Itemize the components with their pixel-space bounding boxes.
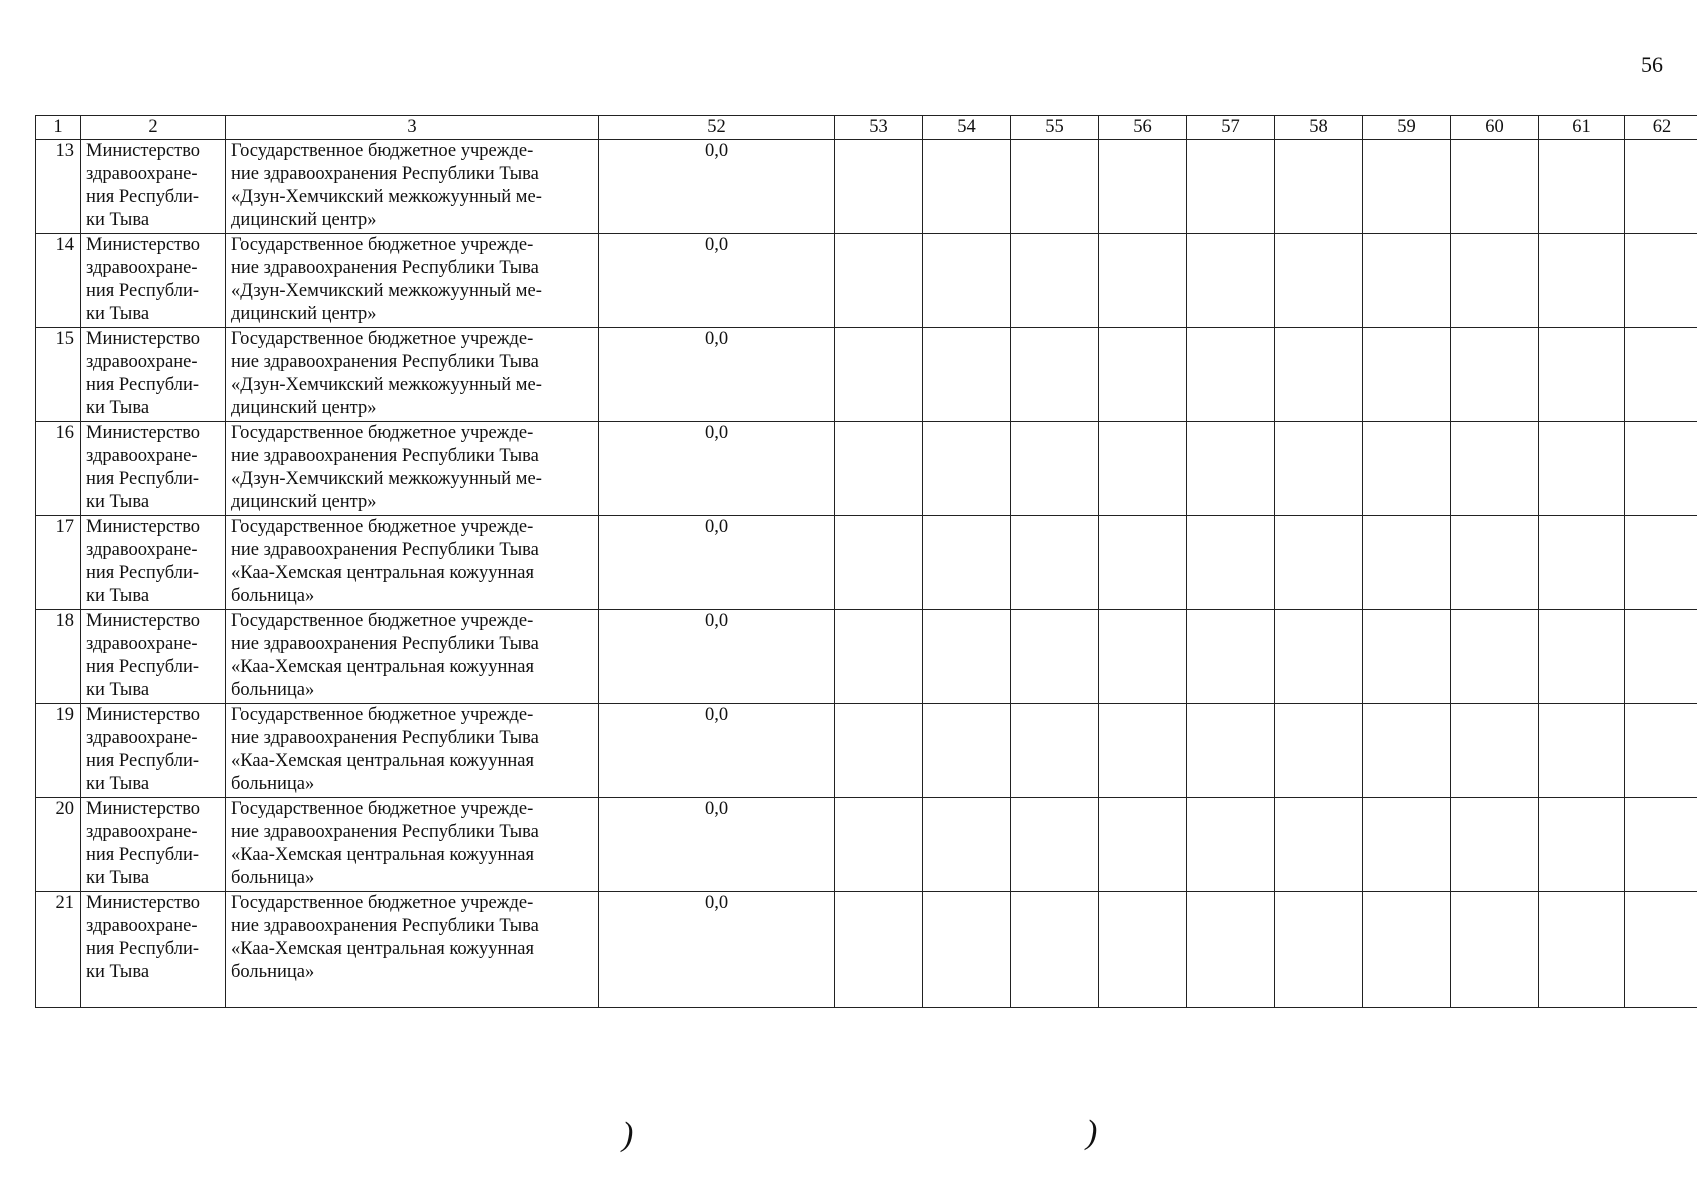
institution-text-line: «Каа-Хемская центральная кожуунная (231, 845, 534, 865)
institution-text-line: ние здравоохранения Республики Тыва (231, 634, 539, 654)
ministry-text-line: ки Тыва (86, 304, 150, 324)
institution-text-line: «Дзун-Хемчикский межкожуунный ме- (231, 187, 542, 207)
column-header: 2 (81, 116, 226, 140)
empty-cell (1625, 610, 1697, 704)
institution-text-line: Государственное бюджетное учрежде- (231, 705, 534, 725)
ministry-text-line: ки Тыва (86, 680, 150, 700)
institution-text-line: ние здравоохранения Республики Тыва (231, 446, 539, 466)
empty-cell (923, 516, 1011, 610)
empty-cell (1011, 516, 1099, 610)
column-header: 57 (1187, 116, 1275, 140)
empty-cell (1011, 140, 1099, 234)
institution-text-line: больница» (231, 774, 315, 794)
row-number-cell: 16 (36, 422, 81, 516)
ministry-text-line: Министерство (86, 235, 201, 255)
empty-cell (1099, 516, 1187, 610)
institution-text-line: ние здравоохранения Республики Тыва (231, 822, 539, 842)
institution-text-line: «Дзун-Хемчикский межкожуунный ме- (231, 469, 542, 489)
empty-cell (1275, 704, 1363, 798)
column-header: 62 (1625, 116, 1697, 140)
empty-cell (1539, 140, 1625, 234)
empty-cell (1363, 140, 1451, 234)
ministry-text-line: ки Тыва (86, 586, 150, 606)
empty-cell (1275, 610, 1363, 704)
empty-cell (1187, 234, 1275, 328)
empty-cell (923, 234, 1011, 328)
empty-cell (1539, 516, 1625, 610)
institution-text-line: «Каа-Хемская центральная кожуунная (231, 751, 534, 771)
empty-cell (1363, 798, 1451, 892)
institution-text-line: больница» (231, 962, 315, 982)
empty-cell (1625, 328, 1697, 422)
institution-cell (226, 516, 599, 610)
empty-cell (1363, 704, 1451, 798)
column-header: 58 (1275, 116, 1363, 140)
empty-cell (1187, 704, 1275, 798)
ministry-text-line: Министерство (86, 705, 201, 725)
empty-cell (923, 140, 1011, 234)
institution-text-line: ние здравоохранения Республики Тыва (231, 352, 539, 372)
empty-cell (1275, 422, 1363, 516)
empty-cell (1275, 328, 1363, 422)
empty-cell (923, 892, 1011, 1008)
empty-cell (1187, 610, 1275, 704)
empty-cell (1451, 704, 1539, 798)
column-header: 59 (1363, 116, 1451, 140)
empty-cell (1451, 610, 1539, 704)
institution-text-line: дицинский центр» (231, 210, 377, 230)
ministry-text-line: ки Тыва (86, 868, 150, 888)
empty-cell (1187, 892, 1275, 1008)
empty-cell (1539, 798, 1625, 892)
institution-cell (226, 892, 599, 1008)
empty-cell (1539, 328, 1625, 422)
empty-cell (1363, 610, 1451, 704)
empty-cell (1187, 140, 1275, 234)
ministry-text-line: ки Тыва (86, 774, 150, 794)
institution-text-line: Государственное бюджетное учрежде- (231, 799, 534, 819)
empty-cell (1363, 234, 1451, 328)
empty-cell (1363, 422, 1451, 516)
institution-cell (226, 610, 599, 704)
institution-cell (226, 422, 599, 516)
row-number-cell: 19 (36, 704, 81, 798)
empty-cell (1099, 892, 1187, 1008)
empty-cell (835, 798, 923, 892)
institution-text-line: Государственное бюджетное учрежде- (231, 141, 534, 161)
column-header: 60 (1451, 116, 1539, 140)
institution-text-line: «Дзун-Хемчикский межкожуунный ме- (231, 375, 542, 395)
column-header: 61 (1539, 116, 1625, 140)
empty-cell (1539, 610, 1625, 704)
value-cell: 0,0 (599, 516, 835, 610)
row-number-cell: 13 (36, 140, 81, 234)
ministry-text-line: здравоохране- (86, 822, 198, 842)
page-number: 56 (1641, 52, 1663, 77)
ministry-cell (81, 516, 226, 610)
value-cell: 0,0 (599, 610, 835, 704)
empty-cell (1011, 704, 1099, 798)
ministry-text-line: ки Тыва (86, 492, 150, 512)
ministry-cell (81, 610, 226, 704)
table-body (36, 140, 1697, 1008)
empty-cell (923, 328, 1011, 422)
empty-cell (923, 798, 1011, 892)
institution-cell (226, 328, 599, 422)
empty-cell (835, 328, 923, 422)
institution-cell (226, 704, 599, 798)
empty-cell (1451, 140, 1539, 234)
ministry-text-line: здравоохране- (86, 540, 198, 560)
empty-cell (1451, 516, 1539, 610)
ministry-text-line: Министерство (86, 517, 201, 537)
ministry-cell (81, 798, 226, 892)
table-row (36, 140, 1697, 234)
empty-cell (1187, 516, 1275, 610)
ministry-text-line: ния Республи- (86, 751, 200, 771)
empty-cell (1011, 610, 1099, 704)
institution-text-line: больница» (231, 586, 315, 606)
row-number-cell: 14 (36, 234, 81, 328)
ministry-text-line: здравоохране- (86, 916, 198, 936)
ministry-text-line: ния Республи- (86, 657, 200, 677)
empty-cell (1625, 516, 1697, 610)
institution-text-line: «Каа-Хемская центральная кожуунная (231, 657, 534, 677)
empty-cell (1451, 892, 1539, 1008)
empty-cell (835, 892, 923, 1008)
data-table (35, 115, 1697, 1008)
empty-cell (835, 610, 923, 704)
institution-text-line: «Каа-Хемская центральная кожуунная (231, 563, 534, 583)
empty-cell (1011, 892, 1099, 1008)
empty-cell (1099, 610, 1187, 704)
institution-text-line: дицинский центр» (231, 398, 377, 418)
ministry-text-line: Министерство (86, 141, 201, 161)
empty-cell (1625, 704, 1697, 798)
table-row (36, 892, 1697, 1008)
table-row (36, 704, 1697, 798)
empty-cell (1099, 422, 1187, 516)
column-header: 53 (835, 116, 923, 140)
ministry-text-line: ния Республи- (86, 939, 200, 959)
ministry-text-line: здравоохране- (86, 728, 198, 748)
empty-cell (835, 422, 923, 516)
empty-cell (1539, 704, 1625, 798)
column-header: 56 (1099, 116, 1187, 140)
value-cell: 0,0 (599, 234, 835, 328)
ministry-text-line: здравоохране- (86, 352, 198, 372)
ministry-text-line: ния Республи- (86, 187, 200, 207)
ministry-text-line: здравоохране- (86, 164, 198, 184)
institution-text-line: дицинский центр» (231, 304, 377, 324)
empty-cell (1451, 328, 1539, 422)
institution-text-line: Государственное бюджетное учрежде- (231, 611, 534, 631)
row-number-cell: 15 (36, 328, 81, 422)
empty-cell (1275, 892, 1363, 1008)
handwritten-mark: ) (1086, 1114, 1098, 1151)
institution-text-line: ние здравоохранения Республики Тыва (231, 164, 539, 184)
empty-cell (1099, 328, 1187, 422)
institution-text-line: «Каа-Хемская центральная кожуунная (231, 939, 534, 959)
empty-cell (923, 610, 1011, 704)
empty-cell (1625, 798, 1697, 892)
value-cell: 0,0 (599, 704, 835, 798)
column-header: 1 (36, 116, 81, 140)
ministry-text-line: Министерство (86, 329, 201, 349)
empty-cell (1099, 798, 1187, 892)
table-row (36, 422, 1697, 516)
institution-text-line: Государственное бюджетное учрежде- (231, 893, 534, 913)
empty-cell (1011, 422, 1099, 516)
empty-cell (1363, 328, 1451, 422)
empty-cell (1099, 704, 1187, 798)
institution-text-line: Государственное бюджетное учрежде- (231, 423, 534, 443)
empty-cell (1625, 892, 1697, 1008)
value-cell: 0,0 (599, 140, 835, 234)
ministry-text-line: ки Тыва (86, 398, 150, 418)
empty-cell (835, 704, 923, 798)
empty-cell (1539, 892, 1625, 1008)
ministry-text-line: ния Республи- (86, 281, 200, 301)
empty-cell (835, 234, 923, 328)
ministry-text-line: Министерство (86, 611, 201, 631)
institution-text-line: Государственное бюджетное учрежде- (231, 329, 534, 349)
table-row (36, 516, 1697, 610)
empty-cell (1187, 422, 1275, 516)
empty-cell (1275, 140, 1363, 234)
ministry-cell (81, 140, 226, 234)
empty-cell (1625, 422, 1697, 516)
empty-cell (1187, 798, 1275, 892)
ministry-text-line: ния Республи- (86, 375, 200, 395)
empty-cell (1451, 798, 1539, 892)
table-row (36, 328, 1697, 422)
institution-text-line: ние здравоохранения Республики Тыва (231, 540, 539, 560)
ministry-text-line: ки Тыва (86, 962, 150, 982)
value-cell: 0,0 (599, 328, 835, 422)
ministry-text-line: Министерство (86, 799, 201, 819)
ministry-text-line: ния Республи- (86, 563, 200, 583)
empty-cell (1011, 234, 1099, 328)
ministry-text-line: ния Республи- (86, 469, 200, 489)
value-cell: 0,0 (599, 422, 835, 516)
ministry-text-line: здравоохране- (86, 446, 198, 466)
empty-cell (1275, 798, 1363, 892)
ministry-text-line: Министерство (86, 423, 201, 443)
institution-text-line: больница» (231, 868, 315, 888)
empty-cell (1187, 328, 1275, 422)
empty-cell (835, 140, 923, 234)
empty-cell (1275, 516, 1363, 610)
column-header: 3 (226, 116, 599, 140)
institution-cell (226, 798, 599, 892)
value-cell: 0,0 (599, 798, 835, 892)
empty-cell (835, 516, 923, 610)
table-row (36, 798, 1697, 892)
ministry-cell (81, 422, 226, 516)
empty-cell (1275, 234, 1363, 328)
empty-cell (1625, 234, 1697, 328)
empty-cell (1363, 892, 1451, 1008)
empty-cell (1011, 798, 1099, 892)
ministry-text-line: ки Тыва (86, 210, 150, 230)
institution-text-line: ние здравоохранения Республики Тыва (231, 728, 539, 748)
ministry-cell (81, 234, 226, 328)
empty-cell (923, 704, 1011, 798)
empty-cell (1451, 234, 1539, 328)
empty-cell (1099, 234, 1187, 328)
institution-text-line: «Дзун-Хемчикский межкожуунный ме- (231, 281, 542, 301)
empty-cell (1539, 234, 1625, 328)
row-number-cell: 17 (36, 516, 81, 610)
empty-cell (1625, 140, 1697, 234)
ministry-cell (81, 328, 226, 422)
institution-text-line: дицинский центр» (231, 492, 377, 512)
institution-cell (226, 234, 599, 328)
empty-cell (1099, 140, 1187, 234)
ministry-cell (81, 892, 226, 1008)
table-header-row (36, 116, 1697, 140)
ministry-text-line: Министерство (86, 893, 201, 913)
institution-text-line: Государственное бюджетное учрежде- (231, 235, 534, 255)
empty-cell (1451, 422, 1539, 516)
row-number-cell: 21 (36, 892, 81, 1008)
institution-text-line: больница» (231, 680, 315, 700)
institution-text-line: ние здравоохранения Республики Тыва (231, 916, 539, 936)
empty-cell (923, 422, 1011, 516)
ministry-text-line: ния Республи- (86, 845, 200, 865)
empty-cell (1539, 422, 1625, 516)
empty-cell (1363, 516, 1451, 610)
handwritten-mark: ) (622, 1116, 634, 1153)
table-row (36, 610, 1697, 704)
empty-cell (1011, 328, 1099, 422)
institution-text-line: ние здравоохранения Республики Тыва (231, 258, 539, 278)
institution-cell (226, 140, 599, 234)
column-header: 55 (1011, 116, 1099, 140)
row-number-cell: 18 (36, 610, 81, 704)
column-header: 52 (599, 116, 835, 140)
value-cell: 0,0 (599, 892, 835, 1008)
ministry-text-line: здравоохране- (86, 258, 198, 278)
table-row (36, 234, 1697, 328)
ministry-text-line: здравоохране- (86, 634, 198, 654)
row-number-cell: 20 (36, 798, 81, 892)
institution-text-line: Государственное бюджетное учрежде- (231, 517, 534, 537)
column-header: 54 (923, 116, 1011, 140)
ministry-cell (81, 704, 226, 798)
